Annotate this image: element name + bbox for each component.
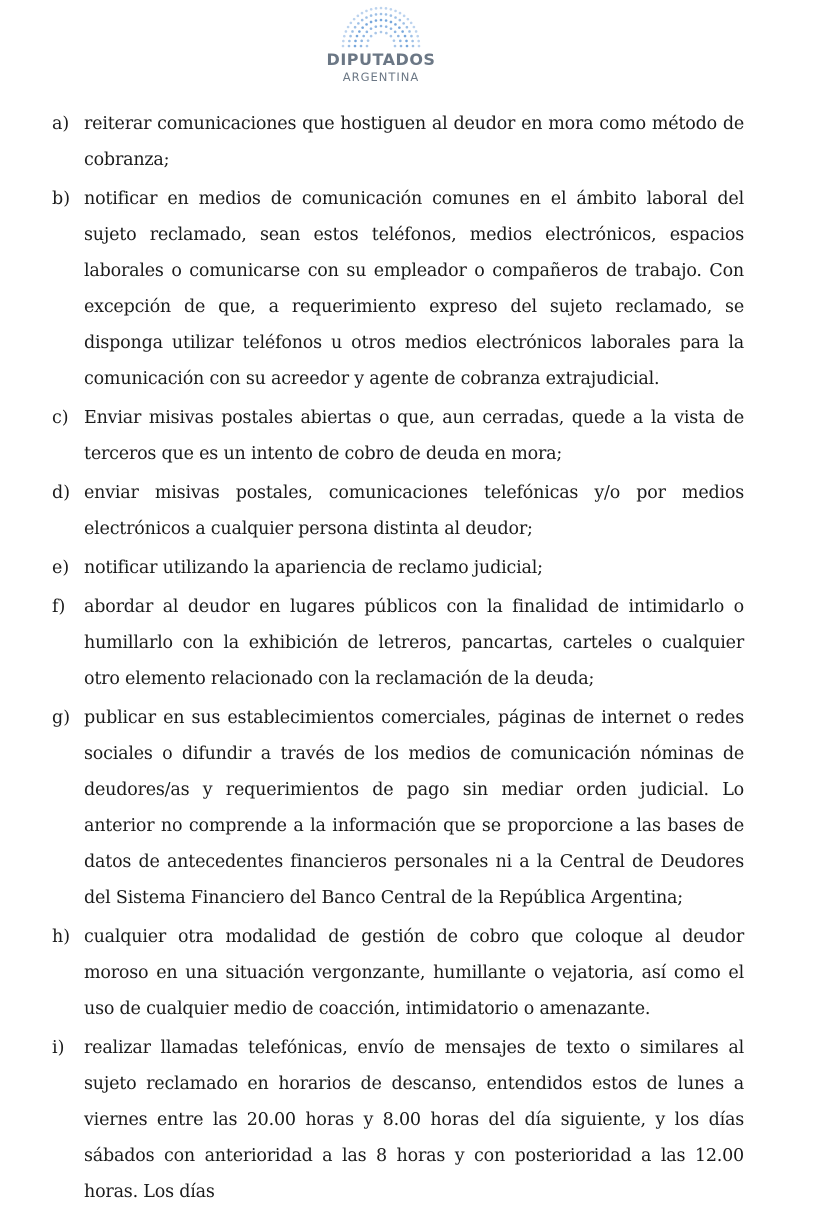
emblem-dot <box>361 26 364 29</box>
list-item <box>52 1030 744 1210</box>
emblem-dot <box>394 31 397 34</box>
diputados-logo <box>318 0 444 90</box>
emblem-dot <box>370 8 373 11</box>
emblem-dot <box>410 22 413 25</box>
emblem-dot <box>403 15 406 18</box>
emblem-dot <box>360 40 363 43</box>
emblem-dot <box>370 21 373 24</box>
list-item-text: Enviar misivas postales abiertas o que, aun cerradas, quede a la vista de terceros que es un intento de cobro de deuda en mora; <box>84 408 744 464</box>
emblem-dot <box>350 22 353 25</box>
emblem-dot <box>349 35 352 38</box>
emblem-dot <box>398 26 401 29</box>
emblem-dot <box>416 35 419 38</box>
list-item <box>52 550 744 586</box>
emblem-dot <box>390 35 393 38</box>
list-item-text: abordar al deudor en lugares públicos con la finalidad de intimidarlo o humillarlo con la exhibición de letreros, pancartas, carteles o cualquier otro elemento relacionado con la reclamación de la deuda; <box>84 597 744 689</box>
list-item-text: reiterar comunicaciones que hostiguen al deudor en mora como método de cobranza; <box>84 114 744 170</box>
emblem-dot <box>417 40 420 43</box>
emblem-dot <box>348 40 351 43</box>
emblem-dot <box>394 23 397 26</box>
emblem-dot <box>407 18 410 21</box>
emblem-dot <box>347 26 350 29</box>
emblem-dot <box>406 26 409 29</box>
emblem-dot <box>365 10 368 13</box>
emblem-dot <box>401 30 404 33</box>
list-item-text: realizar llamadas telefónicas, envío de mensajes de texto o similares al sujeto reclamado en horarios de descanso, entendidos estos de lunes a viernes entre las 20.00 horas y 8.00 horas del día siguiente, y los días sábados con anterioridad a las 8 horas y con posterioridad a las 12.00 horas. Los días <box>84 1038 744 1202</box>
list-item <box>52 589 744 697</box>
emblem-dot <box>402 22 405 25</box>
emblem-dot <box>390 27 393 30</box>
emblem-dot <box>390 8 393 11</box>
emblem-dot <box>399 19 402 22</box>
emblem-dot <box>385 19 388 22</box>
emblem-dot <box>351 30 354 33</box>
list-item <box>52 919 744 1027</box>
emblem-dot <box>415 30 418 33</box>
emblem-dot <box>385 32 388 35</box>
emblem-dot <box>400 45 403 48</box>
list-item <box>52 181 744 397</box>
emblem-dot <box>366 31 369 34</box>
list-item-text: cualquier otra modalidad de gestión de cobro que coloque al deudor moroso en una situación vergonzante, humillante o vejatoria, así como el uso de cualquier medio de coacción, intimidatorio o amenazante. <box>84 927 744 1019</box>
emblem-dot <box>380 7 383 10</box>
emblem-dot <box>370 35 373 38</box>
emblem-dot <box>356 35 359 38</box>
emblem-dot <box>375 19 378 22</box>
emblem-dot <box>365 23 368 26</box>
emblem-dot <box>390 14 393 17</box>
emblem-dot <box>412 45 415 48</box>
chamber-seats-emblem-icon <box>318 0 444 50</box>
list-item <box>52 400 744 472</box>
emblem-dot <box>370 27 373 30</box>
logo-subtitle: ARGENTINA <box>342 70 420 84</box>
list-item <box>52 106 744 178</box>
list-item-label: a) <box>52 114 70 134</box>
emblem-dot <box>375 7 378 10</box>
emblem-dot <box>405 40 408 43</box>
emblem-dot <box>343 35 346 38</box>
list-item-text: notificar en medios de comunicación comunes en el ámbito laboral del sujeto reclamado, sean estos teléfonos, medios electrónicos, espacios laborales o comunicarse con su empleador o compañeros de trabajo. Con excepción de que, a requerimiento expreso del sujeto reclamado, se disponga utilizar teléfonos u otros medios electrónicos laborales para la comunicación con su acreedor y agente de cobranza extrajudicial. <box>84 189 744 389</box>
emblem-dot <box>411 40 414 43</box>
emblem-dot <box>365 16 368 19</box>
list-item <box>52 700 744 916</box>
emblem-dot <box>404 35 407 38</box>
list-item-label: h) <box>52 927 71 947</box>
list-item-label: c) <box>52 408 69 428</box>
emblem-dot <box>375 13 378 16</box>
list-item-label: e) <box>52 558 70 578</box>
list-item-label: d) <box>52 483 71 503</box>
emblem-dot <box>362 35 365 38</box>
emblem-dot <box>399 40 402 43</box>
emblem-dot <box>367 39 370 42</box>
emblem-dot <box>354 45 357 48</box>
emblem-dot <box>345 30 348 33</box>
emblem-dot <box>413 26 416 29</box>
page-header <box>0 0 816 100</box>
emblem-dot <box>385 13 388 16</box>
emblem-dot <box>354 26 357 29</box>
emblem-dot <box>361 12 364 15</box>
emblem-dot <box>342 40 345 43</box>
emblem-dot <box>394 16 397 19</box>
list-item <box>52 475 744 547</box>
list-item-label: i) <box>52 1038 65 1058</box>
list-item-label: g) <box>52 708 71 728</box>
list-item-label: b) <box>52 189 71 209</box>
list-item-label: f) <box>52 597 66 617</box>
list-item-text: publicar en sus establecimientos comerciales, páginas de internet o redes sociales o difundir a través de los medios de comunicación nóminas de deudores/as y requerimientos de pago sin mediar orden judicial. Lo anterior no comprende a la información que se proporcione a las bases de datos de antecedentes financieros personales ni a la Central de Deudores del Sistema Financiero del Banco Central de la República Argentina; <box>84 708 744 908</box>
list-item-text: notificar utilizando la apariencia de reclamo judicial; <box>84 558 543 578</box>
emblem-dot <box>357 22 360 25</box>
emblem-dot <box>366 45 369 48</box>
emblem-dot <box>418 45 421 48</box>
emblem-dot <box>390 21 393 24</box>
emblem-dot <box>354 40 357 43</box>
emblem-dot <box>380 19 383 22</box>
emblem-dot <box>410 35 413 38</box>
emblem-dot <box>380 25 383 28</box>
emblem-dot <box>385 7 388 10</box>
emblem-dot <box>358 30 361 33</box>
emblem-dot <box>380 13 383 16</box>
document-body <box>52 106 744 1213</box>
emblem-dot <box>406 45 409 48</box>
list-item-text: enviar misivas postales, comunicaciones telefónicas y/o por medios electrónicos a cualquier persona distinta al deudor; <box>84 483 744 539</box>
emblem-dot <box>374 32 377 35</box>
emblem-dot <box>408 30 411 33</box>
emblem-dot <box>399 12 402 15</box>
emblem-dot <box>394 45 397 48</box>
emblem-dot <box>375 25 378 28</box>
emblem-dot <box>370 14 373 17</box>
emblem-dot <box>380 31 383 34</box>
emblem-dot <box>394 10 397 13</box>
emblem-dot <box>342 45 345 48</box>
emblem-dot <box>353 18 356 21</box>
emblem-dot <box>357 15 360 18</box>
emblem-dot <box>397 35 400 38</box>
emblem-dot <box>361 19 364 22</box>
emblem-dot <box>360 45 363 48</box>
emblem-dot <box>348 45 351 48</box>
logo-title: DIPUTADOS <box>326 50 436 69</box>
emblem-dot <box>393 39 396 42</box>
emblem-dot <box>385 25 388 28</box>
